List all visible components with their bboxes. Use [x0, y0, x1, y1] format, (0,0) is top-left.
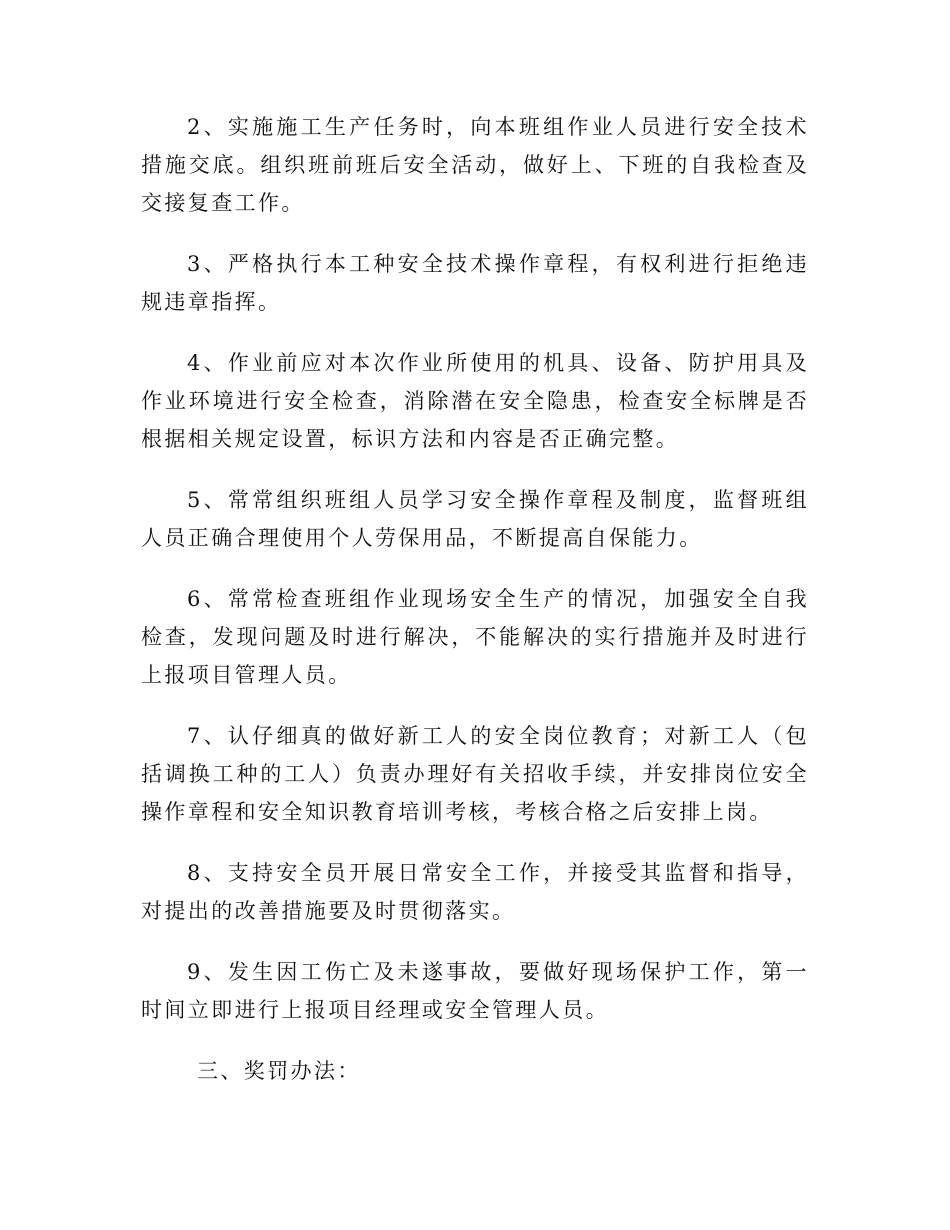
paragraph-item-6: 6、常常检查班组作业现场安全生产的情况，加强安全自我检查，发现问题及时进行解决，不能解决的实行措施并及时进行上报项目管理人员。	[141, 587, 809, 687]
paragraph-item-8: 8、支持安全员开展日常安全工作，并接受其监督和指导，对提出的改善措施要及时贯彻落实。	[141, 861, 809, 923]
paragraph-item-7: 7、认仔细真的做好新工人的安全岗位教育；对新工人（包括调换工种的工人）负责办理好有关招收手续，并安排岗位安全操作章程和安全知识教育培训考核，考核合格之后安排上岗。	[141, 724, 809, 824]
document-body	[141, 108, 809, 1090]
paragraph-item-4: 4、作业前应对本次作业所使用的机具、设备、防护用具及作业环境进行安全检查，消除潜在安全隐患，检查安全标牌是否根据相关规定设置，标识方法和内容是否正确完整。	[141, 351, 809, 451]
section-heading-rewards-penalties: 三、奖罚办法：	[197, 1059, 361, 1083]
paragraph-item-2: 2、实施施工生产任务时，向本班组作业人员进行安全技术措施交底。组织班前班后安全活动，做好上、下班的自我检查及交接复查工作。	[141, 115, 809, 215]
paragraph-item-3: 3、严格执行本工种安全技术操作章程，有权利进行拒绝违规违章指挥。	[141, 252, 809, 314]
paragraph-item-9: 9、发生因工伤亡及未遂事故，要做好现场保护工作，第一时间立即进行上报项目经理或安全管理人员。	[141, 960, 809, 1022]
paragraph-item-5: 5、常常组织班组人员学习安全操作章程及制度，监督班组人员正确合理使用个人劳保用品，不断提高自保能力。	[141, 488, 809, 550]
